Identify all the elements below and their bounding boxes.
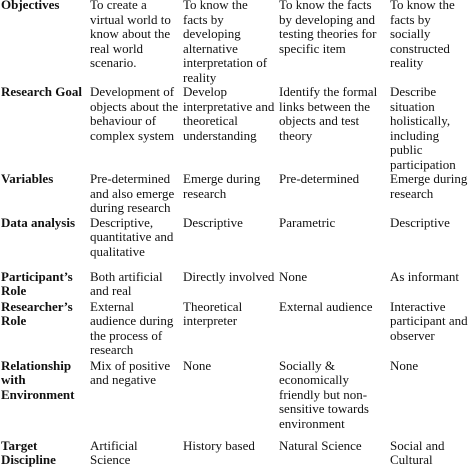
table-row xyxy=(0,270,474,300)
row-label-participants-role: Participant’s Role xyxy=(1,268,73,298)
table-row xyxy=(0,0,474,85)
table-cell: Descriptive xyxy=(183,214,243,230)
table-cell: To know the facts by developing alternative interpretation of reality xyxy=(183,0,268,85)
table-cell: Pre-determined xyxy=(279,171,360,186)
table-row xyxy=(0,439,474,474)
row-label-research-goal: Research Goal xyxy=(1,84,82,99)
table-cell: Both artificial and real xyxy=(90,268,163,298)
table-cell: Interactive participant and observer xyxy=(390,298,468,343)
table-cell: Emerge during research xyxy=(390,171,468,201)
table-cell: Descriptive xyxy=(390,214,450,230)
table-row xyxy=(0,359,474,439)
row-label-data-analysis: Data analysis xyxy=(1,214,76,230)
table-cell: History based xyxy=(183,437,255,453)
table-cell: None xyxy=(279,268,308,284)
table-cell: Socially & economically friendly but non-sensitive towards environment xyxy=(279,357,369,431)
table-cell: Develop interpretative and theoretical understanding xyxy=(183,84,275,143)
table-row xyxy=(0,172,474,216)
table-cell: Development of objects about the behaviour of complex system xyxy=(90,84,179,143)
row-label-researchers-role: Researcher’s Role xyxy=(1,298,73,328)
table-row xyxy=(0,85,474,172)
table-cell: None xyxy=(390,357,419,373)
table-row xyxy=(0,300,474,359)
table-cell: Theoretical interpreter xyxy=(183,298,243,328)
table-cell: Pre-determined and also emerge during research xyxy=(90,171,175,215)
table-cell: To know the facts by developing and testing theories for specific item xyxy=(279,0,377,56)
table-cell: Describe situation holistically, including public participation xyxy=(390,84,456,172)
table-cell: Directly involved xyxy=(183,268,275,284)
table-cell: External audience during the process of research xyxy=(90,298,174,357)
table-cell: Emerge during research xyxy=(183,171,261,201)
table-cell: Social and Cultural xyxy=(390,437,445,467)
table-cell: Descriptive, quantitative and qualitative xyxy=(90,214,174,259)
table-cell: Identify the formal links between the objects and test theory xyxy=(279,84,378,143)
table-cell: As informant xyxy=(390,268,459,284)
table-cell: Parametric xyxy=(279,214,336,230)
table-row xyxy=(0,216,474,270)
table-cell: Mix of positive and negative xyxy=(90,357,171,387)
row-label-target-discipline: Target Discipline xyxy=(1,437,56,467)
row-label-objectives: Objectives xyxy=(1,0,60,12)
table-cell: External audience xyxy=(279,298,373,314)
row-label-variables: Variables xyxy=(1,171,54,186)
table-cell: To create a virtual world to know about the real world scenario. xyxy=(90,0,171,70)
table-cell: Natural Science xyxy=(279,437,362,453)
table-cell: To know the facts by socially constructed reality xyxy=(390,0,455,70)
table-cell: Artificial Science xyxy=(90,437,138,467)
row-label-relationship-with-environment: Relationship with Environment xyxy=(1,357,75,402)
table-cell: None xyxy=(183,357,212,373)
